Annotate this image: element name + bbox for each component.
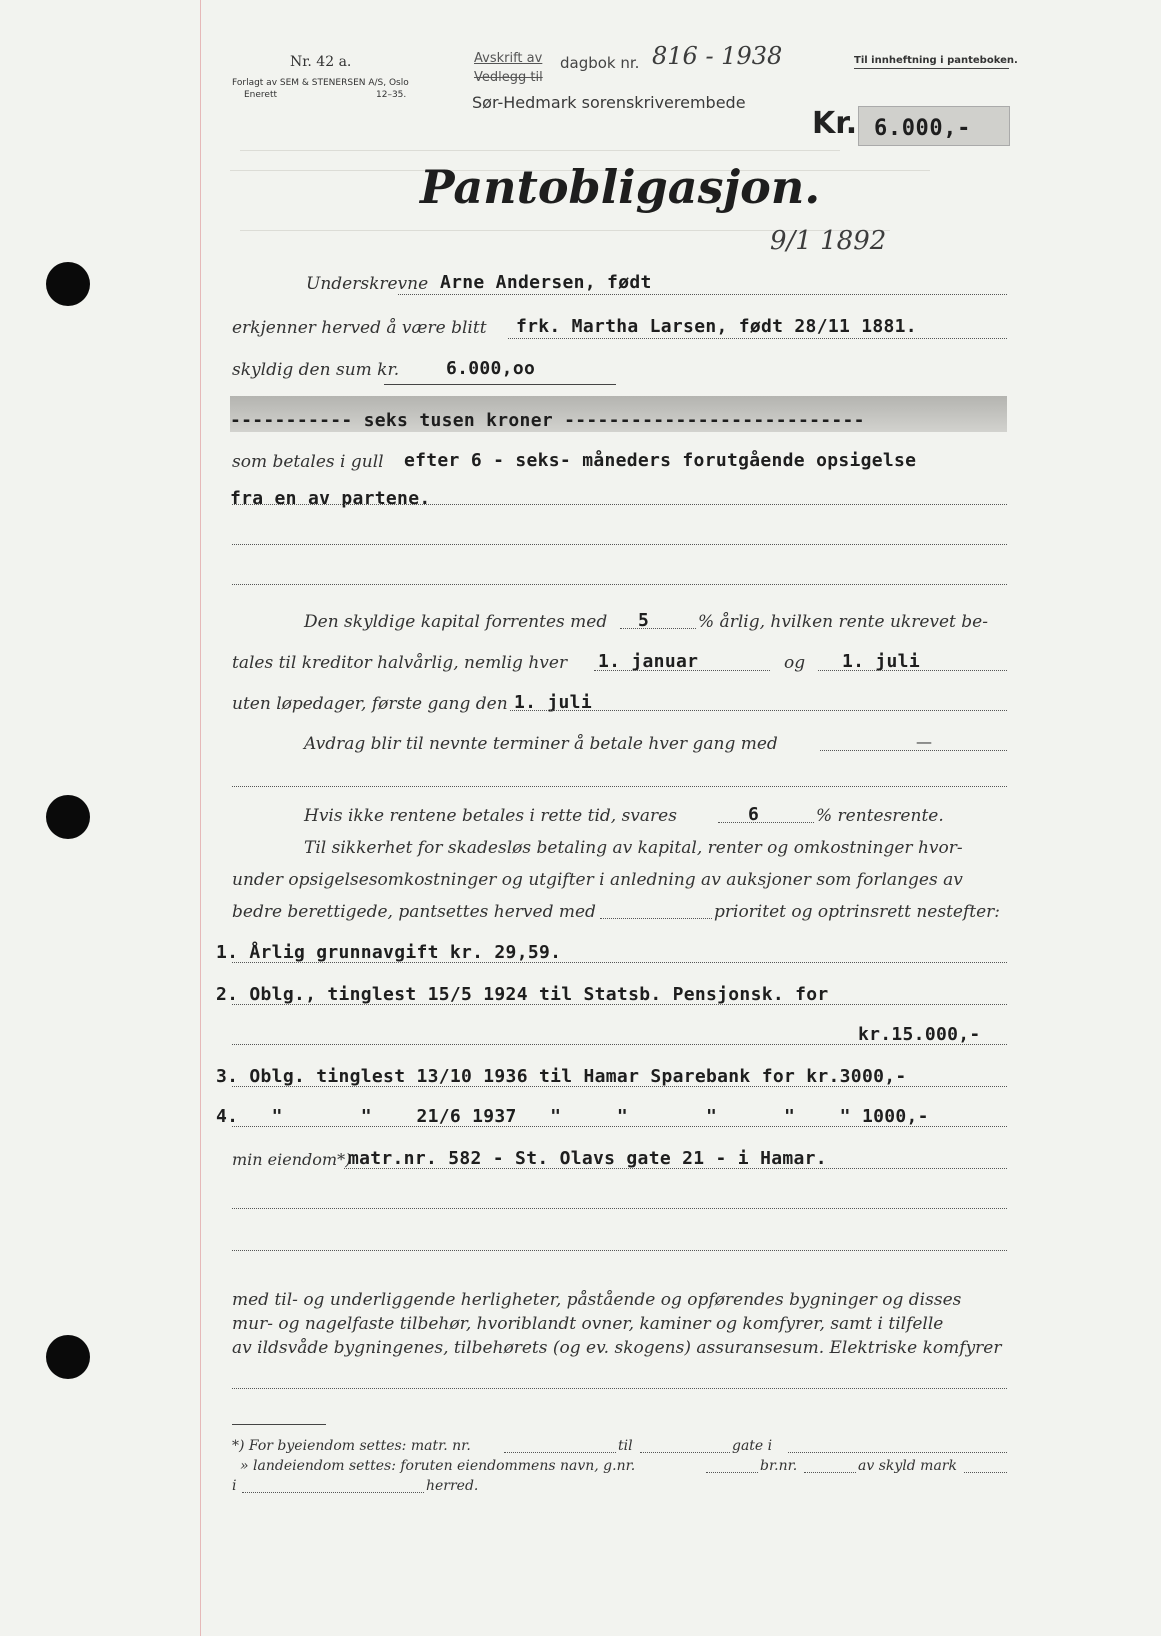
dagbok-number: 816 - 1938 [652, 42, 783, 70]
term-1: 1. januar [598, 651, 699, 672]
interest-line-2a: tales til kreditor halvårlig, nemlig hver [232, 653, 568, 673]
undersigned-line [398, 294, 1007, 295]
interest-line-3: uten løpedager, første gang den [232, 694, 508, 714]
footnote-line-3a: i [232, 1478, 237, 1494]
footnote-dots [804, 1472, 856, 1473]
footnote-line-1c: gate i [732, 1438, 773, 1454]
security-line-3a: bedre berettigede, pantsettes herved med [232, 902, 596, 922]
dagbok-label: dagbok nr. [560, 54, 640, 72]
sum-value: 6.000,oo [446, 358, 536, 379]
amount-value: 6.000,- [874, 116, 971, 141]
property-label: min eiendom*) [232, 1150, 352, 1169]
priority-item-4: 4. " " 21/6 1937 " " " " " 1000,- [216, 1106, 929, 1127]
payment-label: som betales i gull [232, 452, 384, 472]
priority-line-3 [232, 1044, 1007, 1045]
undersigned-label: Underskrevne [306, 274, 429, 294]
vedlegg-label: Vedlegg til [474, 70, 543, 85]
priority-line-1 [232, 962, 1007, 963]
interest-line-2b: og [784, 653, 806, 673]
blank-line [232, 786, 1007, 787]
priority-line-5 [232, 1126, 1007, 1127]
footnote-line-1b: til [618, 1438, 633, 1454]
punch-hole-middle [46, 795, 90, 839]
footnote-dots [706, 1472, 758, 1473]
page-title: Pantobligasjon. [420, 160, 821, 214]
blank-line [232, 1250, 1007, 1251]
enerett: Enerett [244, 90, 278, 100]
publisher-line [232, 78, 409, 89]
penalty-line-1: Hvis ikke rentene betales i rette tid, svares [304, 806, 677, 826]
blank-line [232, 1388, 1007, 1389]
first-date: 1. juli [514, 692, 592, 713]
closing-line-3: av ildsvåde bygningenes, tilbehørets (og ev. skogens) assuransesum. Elektriske komfyrer [232, 1338, 1002, 1358]
installment-text: Avdrag blir til nevnte terminer å betale hver gang med [304, 734, 778, 754]
term-2-line [818, 670, 1007, 671]
creditor-line [508, 338, 1007, 339]
office-stamp: Sør-Hedmark sorenskriverembede [472, 93, 746, 112]
creditor-value: frk. Martha Larsen, født 28/11 1881. [516, 316, 917, 337]
installment-value: — [916, 732, 932, 751]
footnote-dots [242, 1492, 424, 1493]
penalty-rate: 6 [748, 804, 760, 825]
first-date-line [510, 710, 1007, 711]
footnote-line-2c: av skyld mark [858, 1458, 957, 1474]
handwritten-date: 9/1 1892 [770, 226, 887, 256]
payment-value-2: fra en av partene. [230, 488, 431, 509]
blank-line [232, 584, 1007, 585]
sum-words: ----------- seks tusen kroner --------------------------- [230, 410, 865, 431]
closing-line-1: med til- og underliggende herligheter, påstående og opførendes bygninger og disses [232, 1290, 962, 1310]
property-value: matr.nr. 582 - St. Olavs gate 21 - i Hamar. [348, 1148, 827, 1169]
footnote-dots [504, 1452, 616, 1453]
margin-line [200, 0, 201, 1636]
interest-rate: 5 [638, 610, 650, 631]
sum-label: skyldig den sum kr. [232, 360, 400, 380]
security-line-1: Til sikkerhet for skadesløs betaling av kapital, renter og omkostninger hvor- [304, 838, 963, 858]
footnote-dots [640, 1452, 730, 1453]
footnote-line-2a: » landeiendom settes: foruten eiendommens navn, g.nr. [240, 1458, 636, 1474]
penalty-line-2: % rentesrente. [816, 806, 944, 826]
blank-line [232, 544, 1007, 545]
sum-underline [384, 384, 616, 385]
security-line-3b: prioritet og optrinsrett nestefter: [714, 902, 1000, 922]
footnote-line-3b: herred. [426, 1478, 479, 1494]
footnote-line-1a: *) For byeiendom settes: matr. nr. [232, 1438, 471, 1454]
punch-hole-bottom [46, 1335, 90, 1379]
payment-value-1: efter 6 - seks- måneders forutgående opsigelse [404, 450, 917, 471]
publisher: Forlagt av SEM & STENERSEN A/S, Oslo [232, 78, 409, 88]
binding-note: Til innheftning i panteboken. [854, 55, 1018, 66]
interest-line-1a: Den skyldige kapital forrentes med [304, 612, 608, 632]
priority-item-1: 1. Årlig grunnavgift kr. 29,59. [216, 942, 562, 963]
bleed-through [240, 150, 840, 151]
copy-of-label: Avskrift av [474, 51, 543, 66]
priority-item-3: 3. Oblg. tinglest 13/10 1936 til Hamar Sparebank for kr.3000,- [216, 1066, 907, 1087]
interest-rate-line [620, 628, 696, 629]
punch-hole-top [46, 262, 90, 306]
payment-line [232, 504, 1007, 505]
term-2: 1. juli [842, 651, 920, 672]
blank-line [232, 1208, 1007, 1209]
creditor-label: erkjenner herved å være blitt [232, 318, 487, 338]
priority-line-4 [232, 1086, 1007, 1087]
undersigned-value: Arne Andersen, født [440, 272, 652, 293]
footnote-dots [964, 1472, 1007, 1473]
security-line-2: under opsigelsesomkostninger og utgifter i anledning av auksjoner som forlanges av [232, 870, 963, 890]
edition: 12–35. [376, 90, 407, 100]
priority-line-2 [232, 1004, 1007, 1005]
closing-line-2: mur- og nagelfaste tilbehør, hvoriblandt ovner, kaminer og komfyrer, samt i tilfelle [232, 1314, 944, 1334]
interest-line-1b: % årlig, hvilken rente ukrevet be- [698, 612, 988, 632]
priority-item-2: 2. Oblg., tinglest 15/5 1924 til Statsb. Pensjonsk. for [216, 984, 829, 1005]
installment-line [820, 750, 1007, 751]
footnote-dots [788, 1452, 1007, 1453]
form-number: Nr. 42 a. [290, 54, 352, 70]
footnote-line-2b: br.nr. [760, 1458, 798, 1474]
priority-item-2-amount: kr.15.000,- [858, 1024, 981, 1045]
penalty-rate-line [718, 822, 814, 823]
binding-note-underline [854, 68, 1009, 69]
footnote-rule [232, 1424, 326, 1425]
amount-label: Kr. [812, 106, 858, 141]
term-1-line [594, 670, 770, 671]
priority-line [600, 918, 712, 919]
property-line [344, 1168, 1007, 1169]
